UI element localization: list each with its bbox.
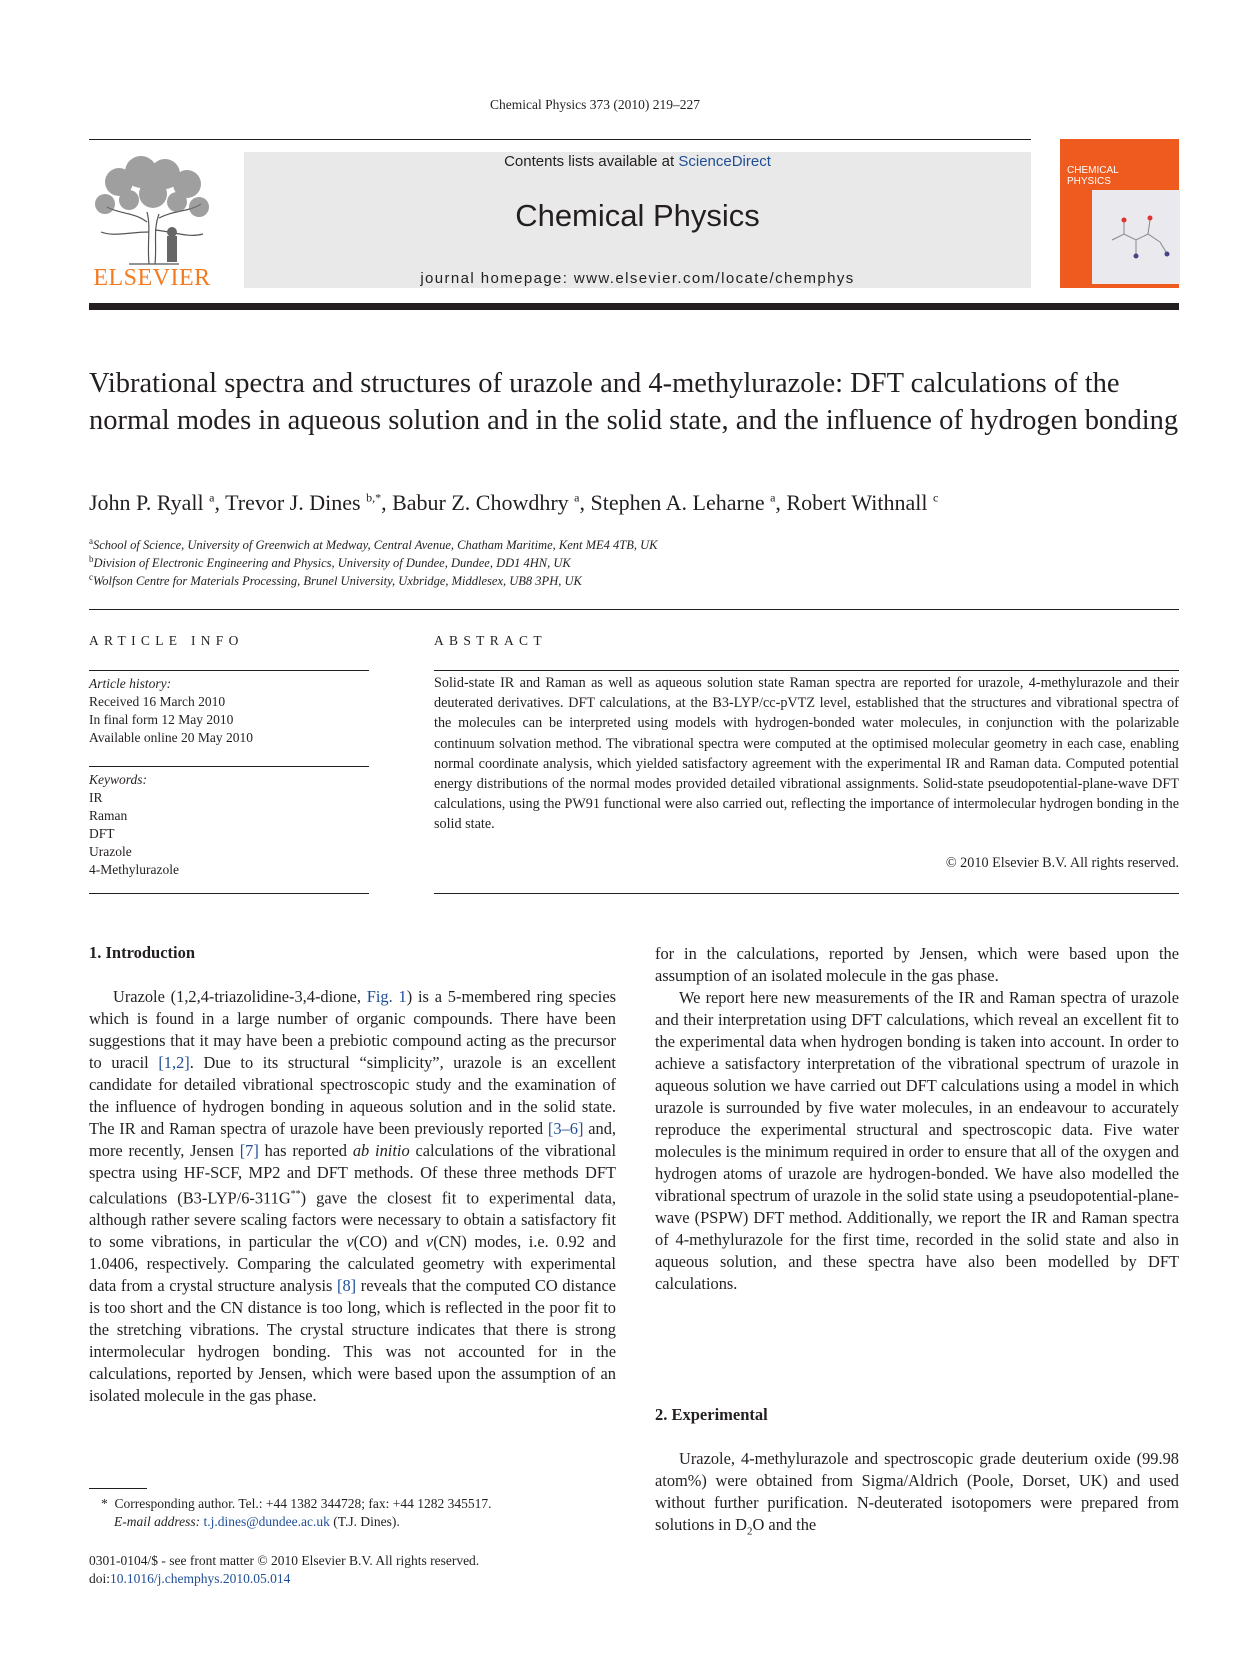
keyword: IR	[89, 790, 103, 805]
article-history	[89, 675, 253, 747]
header-thick-rule	[89, 303, 1179, 310]
header-rule	[89, 139, 1031, 140]
email-link[interactable]: t.j.dines@dundee.ac.uk	[203, 1514, 330, 1529]
author-name: Robert Withnall	[786, 490, 928, 515]
journal-name: Chemical Physics	[515, 198, 760, 233]
intro-paragraph-2: We report here new measurements of the IR and Raman spectra of urazole and their interpretation using DFT calculations, which reveal an excellent fit to the experimental data when hydrogen bonding is taken into account. In order to achieve a satisfactory interpretation of the vibrational spectrum of urazole in aqueous solution we have carried out DFT calculations using a model in which urazole is surrounded by five water molecules, in an endeavour to accurately reproduce the experimental structural and spectroscopic data. Five water molecules is the minimum required in order to ensure that all of the oxygen and hydrogen atoms of urazole are hydrogen-bonded. We have also modelled the vibrational spectrum of urazole in the solid state using a pseudopotential-plane-wave (PSPW) DFT method. Additionally, we report the IR and Raman spectra of 4-methylurazole for the first time, recorded in the solid state and also in aqueous solution, and these spectra have also been modelled by DFT calculations.	[655, 988, 1179, 1293]
author-affiliation-marker: a	[770, 490, 776, 505]
final-form-date: In final form 12 May 2010	[89, 712, 234, 727]
contents-prefix: Contents lists available at	[504, 153, 679, 170]
journal-homepage[interactable]: journal homepage: www.elsevier.com/locate/chemphys	[420, 270, 855, 287]
affiliation-c: $^c$Wolfson Centre for Materials Processing, Brunel University, Uxbridge, Middlesex, UB8 3PH, UK	[89, 572, 582, 589]
keywords-block	[89, 771, 179, 879]
author-name: John P. Ryall	[89, 490, 204, 515]
section-heading-experimental: 2. Experimental	[655, 1405, 768, 1424]
experimental-paragraph-1: Urazole, 4-methylurazole and spectroscopic grade deuterium oxide (99.98 atom%) were obtained from Sigma/Aldrich (Poole, Dorset, UK) and used without further purification. N-deuterated isotopomers were prepared from solutions in $D_2O$ and the	[655, 1449, 1179, 1538]
keywords-label: Keywords:	[89, 772, 147, 787]
reference-link[interactable]: [7]	[239, 1141, 259, 1160]
cover-title	[1067, 165, 1119, 187]
keyword: Raman	[89, 808, 128, 823]
cover-title-line-2: PHYSICS	[1067, 176, 1111, 187]
intro-paragraph-1: Urazole (1,2,4-triazolidine-3,4-dione, Fig. 1) is a 5-membered ring species which is found in a large number of organic compounds. There have been suggestions that it may have been a prebiotic compound acting as the precursor to uracil [1,2]. Due to its structural “simplicity”, urazole is an excellent candidate for detailed vibrational spectroscopic study and the examination of the influence of hydrogen bonding in aqueous solution and in the solid state. The IR and Raman spectra of urazole have been previously reported [3–6] and, more recently, Jensen [7] has reported ab initio calculations of the vibrational spectra using HF-SCF, MP2 and DFT methods. Of these three methods DFT calculations (B3-LYP/6-311G**) gave the closest fit to experimental data, although rather severe scaling factors were necessary to obtain a satisfactory fit to some vibrations, in particular the ν(CO) and ν(CN) modes, i.e. 0.92 and 1.0406, respectively. Comparing the calculated geometry with experimental data from a crystal structure analysis [8] reveals that the computed CO distance is too short and the CN distance is too long, which is reflected in the poor fit to the stretching vibrations. The crystal structure indicates that there is strong intermolecular hydrogen bonding. This was not accounted for in the calculations, reported by Jensen, which were based upon the assumption of an isolated molecule in the gas phase.	[89, 987, 616, 1406]
doi-link[interactable]: 10.1016/j.chemphys.2010.05.014	[110, 1571, 291, 1586]
online-date: Available online 20 May 2010	[89, 730, 253, 745]
keyword: 4-Methylurazole	[89, 862, 179, 877]
reference-link[interactable]: [3–6]	[547, 1119, 584, 1138]
intro-continuation-lines	[655, 943, 1179, 987]
email-suffix: (T.J. Dines).	[329, 1514, 400, 1529]
footnote-rule	[89, 1488, 147, 1489]
abstract-rule	[434, 670, 1179, 671]
section-heading-introduction: 1. Introduction	[89, 943, 196, 962]
author-name: Babur Z. Chowdhry	[392, 490, 569, 515]
keywords-rule	[89, 766, 369, 767]
sciencedirect-link[interactable]: ScienceDirect	[678, 153, 771, 170]
elsevier-wordmark: ELSEVIER	[93, 265, 211, 291]
cover-title-line-1: CHEMICAL	[1067, 165, 1119, 176]
affiliation-a: $^a$School of Science, University of Greenwich at Medway, Central Avenue, Chatham Maritime, Kent ME4 4TB, UK	[89, 536, 658, 553]
article-info-bottom-rule	[89, 893, 369, 894]
article-title: Vibrational spectra and structures of urazole and 4-methylurazole: DFT calculations of the normal modes in aqueous solution and in the solid state, and the influence of hydrogen bonding	[89, 368, 1179, 436]
front-matter-line: 0301-0104/$ - see front matter © 2010 Elsevier B.V. All rights reserved.	[89, 1553, 480, 1568]
affiliation-b: $^b$Division of Electronic Engineering and Physics, University of Dundee, Dundee, DD1 4HN, UK	[89, 554, 571, 571]
article-info-heading: ARTICLE INFO	[89, 633, 244, 648]
author-affiliation-marker: c	[933, 490, 939, 505]
abstract-copyright: © 2010 Elsevier B.V. All rights reserved.	[945, 855, 1179, 871]
author-affiliation-marker: a	[574, 490, 580, 505]
footnote-text: Corresponding author. Tel.: +44 1382 344728; fax: +44 1282 345517.	[114, 1496, 492, 1511]
author-affiliation-marker: a	[209, 490, 215, 505]
cover-molecule-panel	[1092, 190, 1180, 284]
cover-molecule-icon	[1092, 190, 1180, 284]
running-head: Chemical Physics 373 (2010) 219–227	[490, 97, 700, 112]
intro-continuation-text: for in the calculations, reported by Jensen, which were based upon the assumption of an isolated molecule in the gas phase.	[655, 944, 1179, 985]
author-list: John P. Ryall $^a$, Trevor J. Dines $^{b,*}$, Babur Z. Chowdhry $^a$, Stephen A. Leharne $^a$, Robert Withnall $^c$	[89, 490, 939, 515]
reference-link[interactable]: [1,2]	[158, 1053, 190, 1072]
figure-1-link[interactable]: Fig. 1	[366, 987, 407, 1006]
keyword: DFT	[89, 826, 115, 841]
abstract-heading: ABSTRACT	[434, 633, 547, 648]
author-affiliation-marker: b,*	[366, 490, 382, 505]
footnote-marker: *	[101, 1496, 108, 1511]
right-column	[655, 943, 1179, 1295]
page-footer	[89, 1552, 479, 1588]
doi-label: doi:	[89, 1571, 111, 1586]
corresponding-author-footnote	[89, 1495, 629, 1531]
abstract-text: Solid-state IR and Raman as well as aqueous solution state Raman spectra are reported for urazole, 4-methylurazole and their deuterated derivatives. DFT calculations, at the B3-LYP/cc-pVTZ level, established that the structures and vibrational spectra of the molecules can be interpreted using models with hydrogen-bonded water molecules, in conjunction with the polarizable continuum solvation method. The vibrational spectra were computed at the optimised molecular geometry in each case, enabling normal coordinate analysis, which yielded satisfactory agreement with the experimental IR and Raman data. Computed potential energy distributions of the normal modes provided detailed vibrational assignments. Solid-state pseudopotential-plane-wave DFT calculations, using the PW91 functional were also carried out, reflecting the importance of intermolecular hydrogen bonding in the solid state.	[434, 675, 1179, 833]
affiliation-rule	[89, 609, 1179, 610]
received-date: Received 16 March 2010	[89, 694, 226, 709]
email-label: E-mail address:	[114, 1514, 204, 1529]
abstract-bottom-rule	[434, 893, 1179, 894]
author-name: Trevor J. Dines	[225, 490, 361, 515]
article-info-rule	[89, 670, 369, 671]
reference-link[interactable]: [8]	[337, 1276, 357, 1296]
history-label: Article history:	[89, 676, 172, 691]
keyword: Urazole	[89, 844, 132, 859]
contents-line	[244, 153, 1031, 170]
author-name: Stephen A. Leharne	[590, 490, 765, 515]
